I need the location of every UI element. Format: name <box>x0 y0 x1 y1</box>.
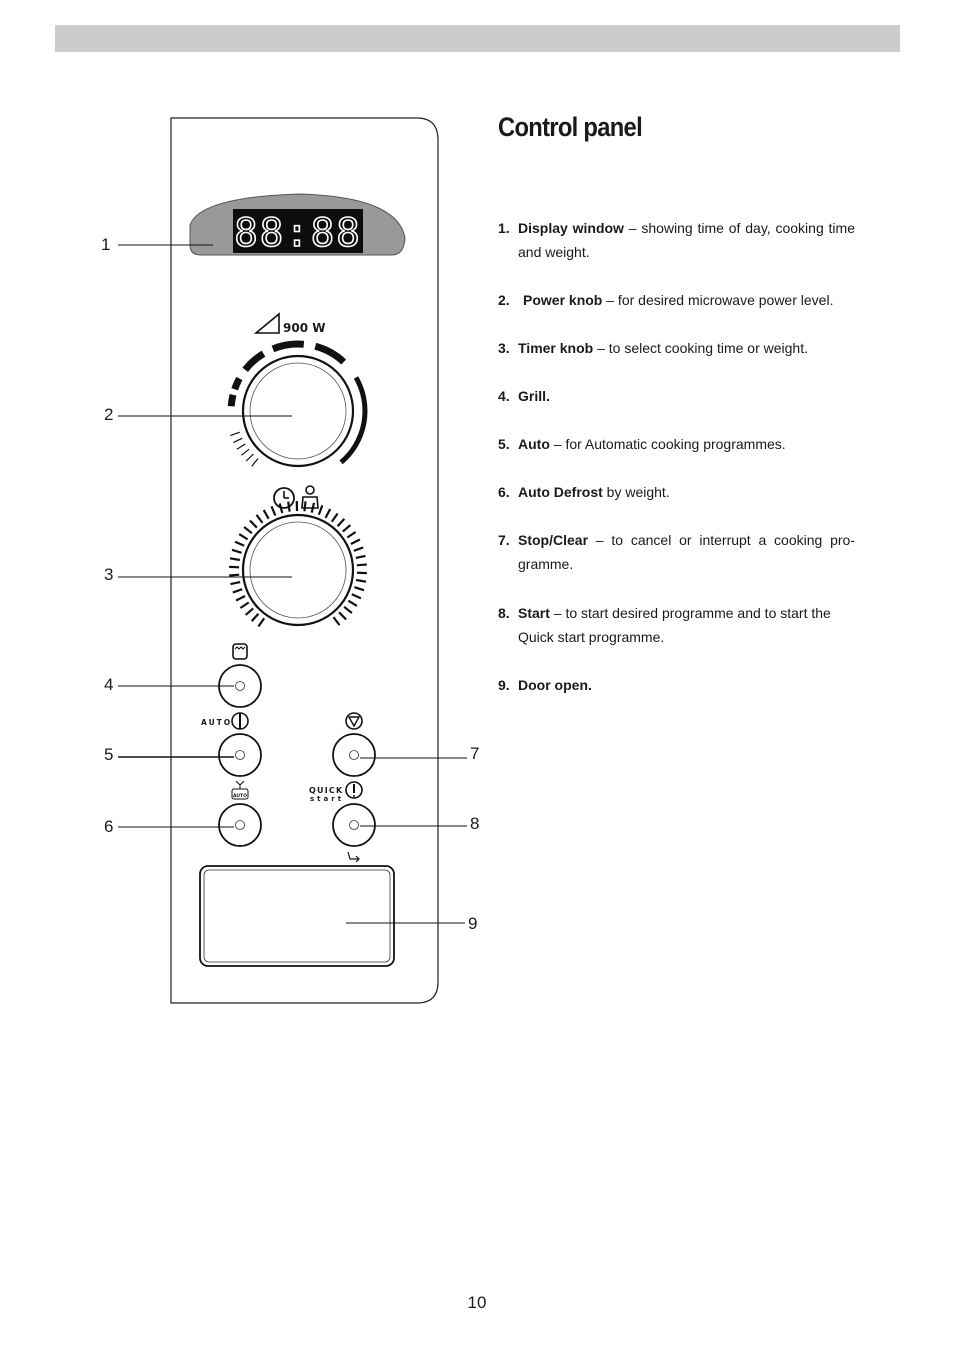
list-item <box>498 216 855 264</box>
list-item <box>498 601 855 649</box>
timer-scale-tick <box>288 502 289 512</box>
list-item <box>498 288 855 312</box>
item-text: – to select cooking time or weight. <box>593 340 808 356</box>
quick-label: QUICK <box>309 786 344 795</box>
list-item <box>498 336 855 360</box>
list-item <box>498 432 855 456</box>
item-term: Power knob <box>523 292 603 308</box>
item-number: 5. <box>498 436 510 452</box>
item-text: – for Automatic cooking programmes. <box>549 436 786 452</box>
defrost-badge: AUTO <box>233 794 247 799</box>
timer-scale-tick <box>357 565 367 566</box>
item-text: – to start desired programme and to start the Quick start programme. <box>518 605 831 645</box>
callout-9: 9 <box>468 914 478 933</box>
timer-scale-tick <box>229 575 239 576</box>
callout-8: 8 <box>470 814 480 833</box>
page-number: 10 <box>467 1293 487 1312</box>
item-number: 1. <box>498 220 510 236</box>
grill-button-dot <box>236 682 245 691</box>
item-text: by weight. <box>602 484 670 500</box>
start-label: start <box>310 795 345 803</box>
list-item <box>498 480 855 504</box>
item-term: Grill. <box>518 388 550 404</box>
item-number: 9. <box>498 677 510 693</box>
item-term: Timer knob <box>518 340 594 356</box>
item-number: 8. <box>498 605 510 621</box>
item-number: 4. <box>498 388 510 404</box>
item-term: Auto Defrost <box>518 484 603 500</box>
list-item <box>498 528 855 576</box>
item-number: 3. <box>498 340 510 356</box>
callout-2: 2 <box>104 405 114 424</box>
list-item <box>498 384 855 408</box>
door-open-button-inner <box>204 870 390 962</box>
list-item <box>498 673 855 697</box>
item-text: – to cancel or interrupt a cooking pro-gramme. <box>518 532 855 572</box>
item-term: Display window <box>518 220 624 236</box>
auto-label: AUTO <box>201 718 233 727</box>
item-number: 6. <box>498 484 510 500</box>
display-digits: 88:88 <box>234 211 362 256</box>
item-number: 2. <box>498 292 510 308</box>
callout-3: 3 <box>104 565 114 584</box>
item-term: Start <box>518 605 550 621</box>
item-term: Door open. <box>518 677 592 693</box>
power-label: 900 W <box>283 321 326 335</box>
item-term: Stop/Clear <box>518 532 589 548</box>
timer-knob[interactable] <box>243 515 353 625</box>
page-title: Control panel <box>498 112 642 142</box>
item-text: – showing time of day, cooking time and weight. <box>518 220 855 260</box>
timer-scale-tick <box>304 501 305 511</box>
callout-4: 4 <box>104 675 114 694</box>
callout-7: 7 <box>470 744 480 763</box>
power-arc-segment <box>235 379 240 390</box>
callout-5: 5 <box>104 745 114 764</box>
stop-clear-button-dot <box>350 751 359 760</box>
power-arc-segment <box>231 395 233 407</box>
auto-button-dot <box>236 751 245 760</box>
item-text: – for desired microwave power level. <box>602 292 834 308</box>
start-button-dot <box>350 821 359 830</box>
auto-defrost-button-dot <box>236 821 245 830</box>
callout-1: 1 <box>101 235 111 254</box>
callout-6: 6 <box>104 817 114 836</box>
item-term: Auto <box>518 436 550 452</box>
power-knob[interactable] <box>243 356 353 466</box>
item-number: 7. <box>498 532 510 548</box>
